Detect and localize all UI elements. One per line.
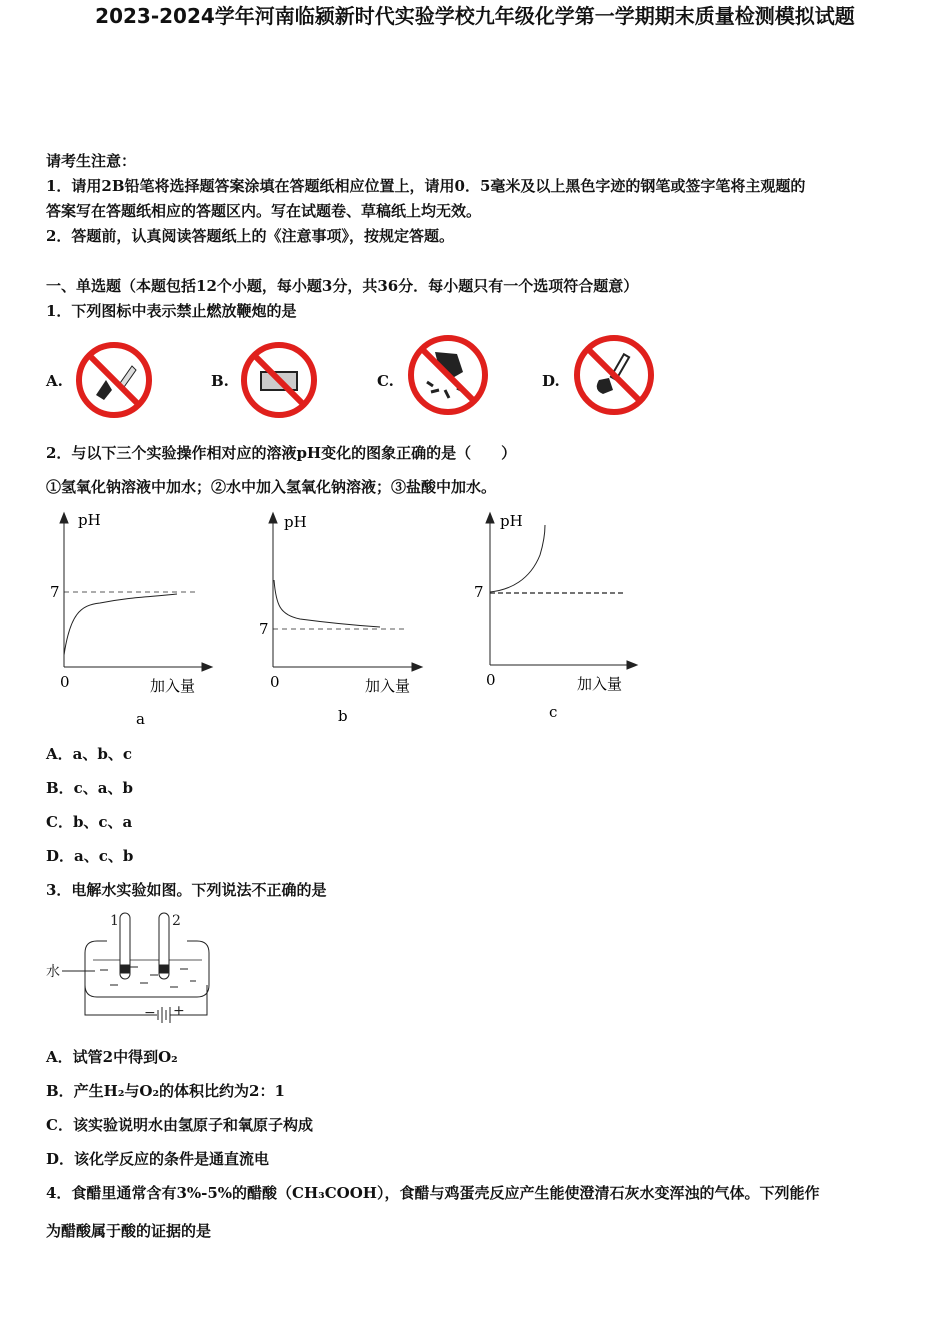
ph-charts [40,505,660,735]
q3-stem: 3．电解水实验如图。下列说法不正确的是 [46,881,327,899]
q4-stem-line1: 4．食醋里通常含有3%-5%的醋酸（CH₃COOH），食醋与鸡蛋壳反应产生能使澄清石灰水变浑浊的气体。下列能作 [46,1184,820,1202]
electrolysis-diagram [40,905,220,1030]
chart-b-ref: 7 [259,620,269,638]
negative-label: − [144,1005,156,1021]
notice-1b: 答案写在答题纸相应的答题区内。写在试题卷、草稿纸上均无效。 [46,202,482,220]
chart-a-ylabel: pH [78,511,101,529]
q3-option-a: A．试管2中得到O₂ [46,1048,178,1066]
q2-option-a: A．a、b、c [46,745,132,763]
chart-a-ref: 7 [50,583,60,601]
chart-c-ylabel: pH [500,512,523,530]
chart-a-curve [64,594,177,655]
section-heading: 一、单选题（本题包括12个小题，每小题3分，共36分．每小题只有一个选项符合题意） [46,277,639,295]
chart-c-xlabel: 加入量 [577,675,623,693]
chart-b-ylabel: pH [284,513,307,531]
q4-stem-line2: 为醋酸属于酸的证据的是 [46,1222,212,1240]
q1-option-d-label: D. [542,372,560,390]
notice-1: 1．请用2B铅笔将选择题答案涂填在答题纸相应位置上，请用0．5毫米及以上黑色字迹的钢笔或签字笔将主观题的 [46,177,806,195]
positive-label: + [173,1003,185,1019]
chart-c [486,513,637,669]
chart-c-origin: 0 [486,671,496,689]
chart-a-caption: a [136,710,145,728]
no-lighter-sign-icon [239,340,319,420]
q2-stem: 2．与以下三个实验操作相对应的溶液pH变化的图象正确的是（ ） [46,444,517,462]
q2-option-c: C．b、c、a [46,813,133,831]
no-firecrackers-sign-icon [405,332,491,418]
q1-option-b-label: B. [211,372,229,390]
chart-a-xlabel: 加入量 [150,677,196,695]
q3-option-b: B．产生H₂与O₂的体积比约为2：1 [46,1082,285,1100]
chart-b [269,513,422,671]
chart-a-origin: 0 [60,673,70,691]
q2-option-b: B．c、a、b [46,779,134,797]
q3-option-d: D．该化学反应的条件是通直流电 [46,1150,270,1168]
chart-c-curve [490,525,545,592]
chart-a [60,513,212,671]
chart-b-origin: 0 [270,673,280,691]
q2-sub: ①氢氧化钠溶液中加水；②水中加入氢氧化钠溶液；③盐酸中加水。 [46,478,497,496]
page-title: 2023-2024学年河南临颍新时代实验学校九年级化学第一学期期末质量检测模拟试题 [95,4,855,28]
tube-1-label: 1 [110,913,119,929]
q1-option-c-label: C. [377,372,394,390]
q3-option-c: C．该实验说明水由氢原子和氧原子构成 [46,1116,313,1134]
q2-option-d: D．a、c、b [46,847,134,865]
q1-stem: 1．下列图标中表示禁止燃放鞭炮的是 [46,302,297,320]
chart-b-caption: b [338,707,348,725]
chart-b-curve [274,580,380,627]
water-label: 水 [46,964,60,980]
chart-b-xlabel: 加入量 [365,677,411,695]
no-fireworks-sign-icon [74,340,154,420]
no-smoking-sign-icon [571,332,657,418]
chart-c-ref: 7 [474,583,484,601]
notice-heading: 请考生注意： [46,152,137,170]
q1-option-a-label: A. [46,372,63,390]
notice-2: 2．答题前，认真阅读答题纸上的《注意事项》，按规定答题。 [46,227,454,245]
chart-c-caption: c [549,703,558,721]
tube-2-label: 2 [172,913,181,929]
